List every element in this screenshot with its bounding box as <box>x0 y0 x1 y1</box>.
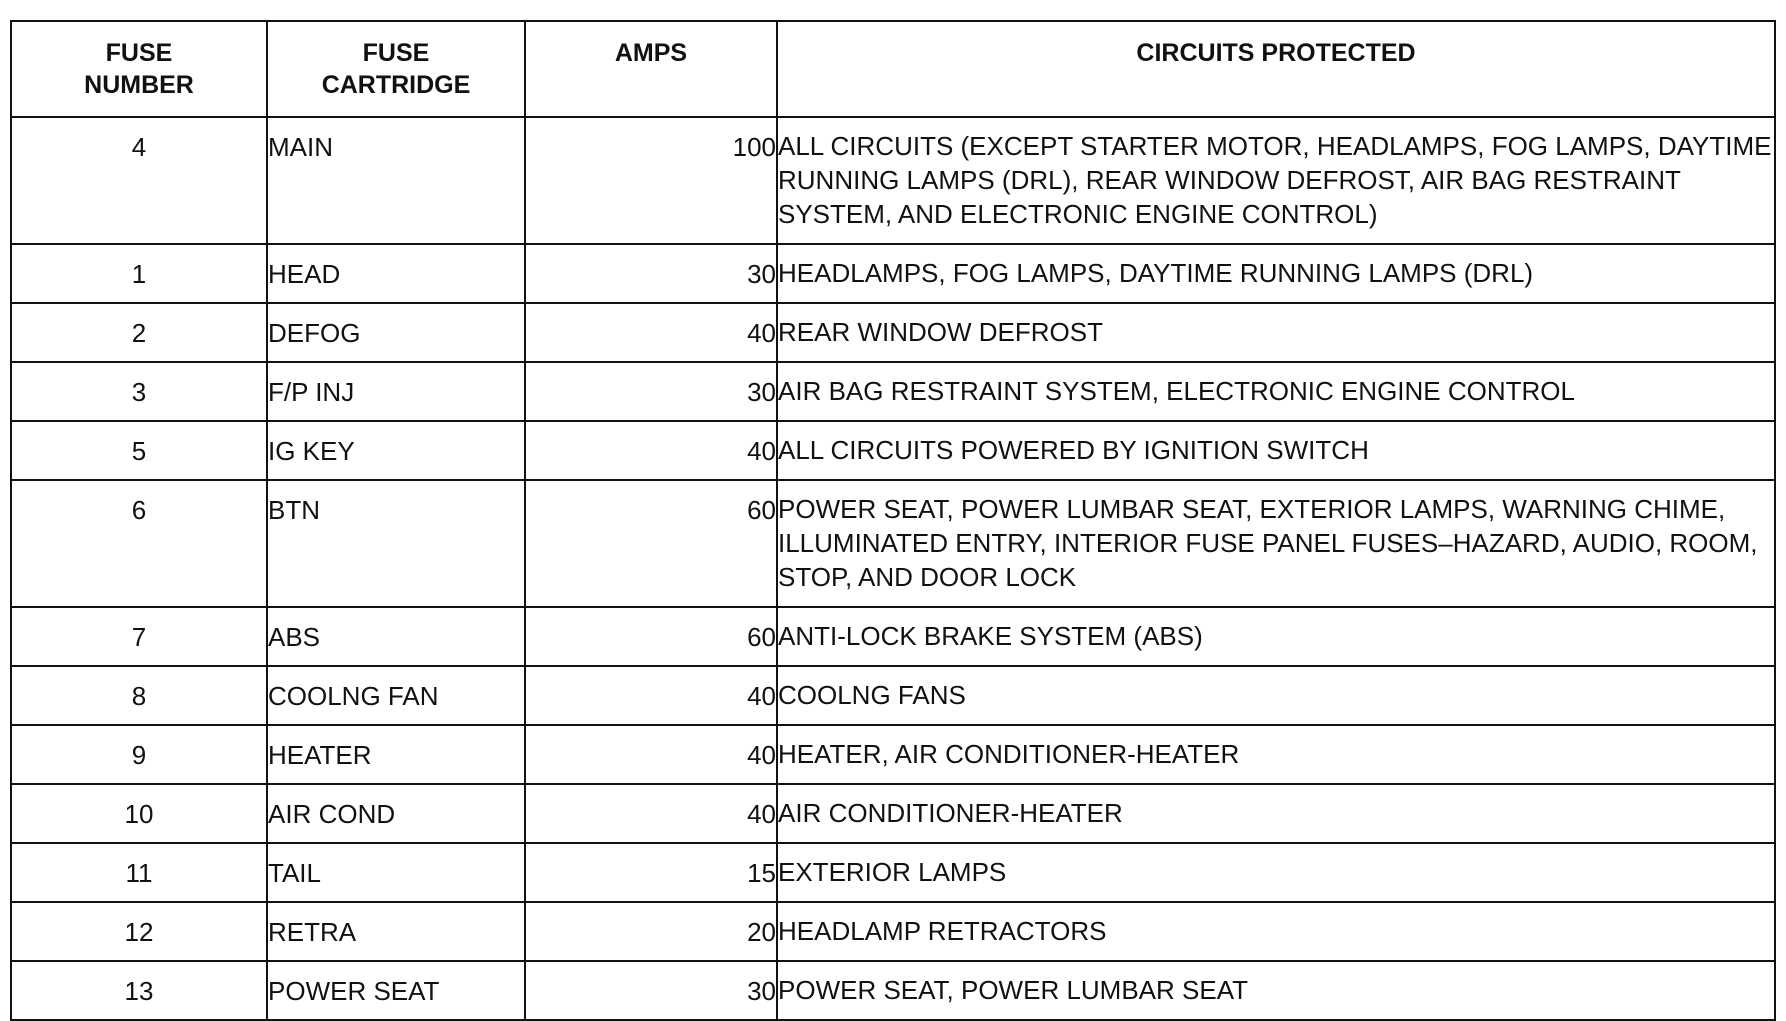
fuse-cartridge-cell: HEATER <box>267 725 525 784</box>
amps-cell: 15 <box>525 843 777 902</box>
amps-cell: 40 <box>525 666 777 725</box>
fuse-cartridge-cell: HEAD <box>267 244 525 303</box>
fuse-number-cell: 4 <box>11 117 267 244</box>
fuse-number-cell: 1 <box>11 244 267 303</box>
circuits-cell: HEADLAMPS, FOG LAMPS, DAYTIME RUNNING LAMPS (DRL) <box>777 244 1775 303</box>
table-row <box>11 725 1775 784</box>
table-row <box>11 480 1775 607</box>
circuits-cell: POWER SEAT, POWER LUMBAR SEAT <box>777 961 1775 1020</box>
fuse-chart <box>10 20 1774 1021</box>
fuse-number-cell: 13 <box>11 961 267 1020</box>
table-row <box>11 784 1775 843</box>
table-row <box>11 303 1775 362</box>
fuse-number-cell: 12 <box>11 902 267 961</box>
fuse-number-cell: 10 <box>11 784 267 843</box>
circuits-cell: ALL CIRCUITS (EXCEPT STARTER MOTOR, HEADLAMPS, FOG LAMPS, DAYTIME RUNNING LAMPS (DRL), REAR WINDOW DEFROST, AIR BAG RESTRAINT SYSTEM, AND ELECTRONIC ENGINE CONTROL) <box>777 117 1775 244</box>
table-row <box>11 902 1775 961</box>
table-row <box>11 843 1775 902</box>
fuse-rows <box>11 117 1775 1020</box>
header-fuse-cartridge: FUSE CARTRIDGE <box>267 21 525 117</box>
fuse-cartridge-cell: BTN <box>267 480 525 607</box>
amps-cell: 30 <box>525 362 777 421</box>
amps-cell: 40 <box>525 303 777 362</box>
amps-cell: 30 <box>525 961 777 1020</box>
table-row <box>11 244 1775 303</box>
circuits-cell: EXTERIOR LAMPS <box>777 843 1775 902</box>
fuse-number-cell: 11 <box>11 843 267 902</box>
fuse-table <box>10 20 1776 1021</box>
table-row <box>11 362 1775 421</box>
circuits-cell: COOLNG FANS <box>777 666 1775 725</box>
circuits-cell: HEATER, AIR CONDITIONER-HEATER <box>777 725 1775 784</box>
fuse-cartridge-cell: IG KEY <box>267 421 525 480</box>
circuits-cell: AIR BAG RESTRAINT SYSTEM, ELECTRONIC ENGINE CONTROL <box>777 362 1775 421</box>
fuse-cartridge-cell: TAIL <box>267 843 525 902</box>
amps-cell: 40 <box>525 421 777 480</box>
fuse-cartridge-cell: AIR COND <box>267 784 525 843</box>
header-amps: AMPS <box>525 21 777 117</box>
fuse-number-cell: 3 <box>11 362 267 421</box>
table-row <box>11 421 1775 480</box>
fuse-number-cell: 6 <box>11 480 267 607</box>
table-row <box>11 961 1775 1020</box>
circuits-cell: AIR CONDITIONER-HEATER <box>777 784 1775 843</box>
fuse-cartridge-cell: F/P INJ <box>267 362 525 421</box>
amps-cell: 20 <box>525 902 777 961</box>
circuits-cell: ALL CIRCUITS POWERED BY IGNITION SWITCH <box>777 421 1775 480</box>
fuse-number-cell: 9 <box>11 725 267 784</box>
circuits-cell: POWER SEAT, POWER LUMBAR SEAT, EXTERIOR LAMPS, WARNING CHIME, ILLUMINATED ENTRY, INTERIOR FUSE PANEL FUSES–HAZARD, AUDIO, ROOM, STOP, AND DOOR LOCK <box>777 480 1775 607</box>
fuse-number-cell: 2 <box>11 303 267 362</box>
table-row <box>11 607 1775 666</box>
fuse-number-cell: 7 <box>11 607 267 666</box>
fuse-number-cell: 5 <box>11 421 267 480</box>
amps-cell: 40 <box>525 725 777 784</box>
header-row <box>11 21 1775 117</box>
amps-cell: 100 <box>525 117 777 244</box>
circuits-cell: ANTI-LOCK BRAKE SYSTEM (ABS) <box>777 607 1775 666</box>
circuits-cell: HEADLAMP RETRACTORS <box>777 902 1775 961</box>
fuse-cartridge-cell: RETRA <box>267 902 525 961</box>
fuse-cartridge-cell: POWER SEAT <box>267 961 525 1020</box>
amps-cell: 30 <box>525 244 777 303</box>
amps-cell: 40 <box>525 784 777 843</box>
table-row <box>11 666 1775 725</box>
fuse-number-cell: 8 <box>11 666 267 725</box>
amps-cell: 60 <box>525 607 777 666</box>
fuse-cartridge-cell: DEFOG <box>267 303 525 362</box>
header-circuits-protected: CIRCUITS PROTECTED <box>777 21 1775 117</box>
fuse-cartridge-cell: MAIN <box>267 117 525 244</box>
header-fuse-number: FUSE NUMBER <box>11 21 267 117</box>
circuits-cell: REAR WINDOW DEFROST <box>777 303 1775 362</box>
fuse-cartridge-cell: COOLNG FAN <box>267 666 525 725</box>
amps-cell: 60 <box>525 480 777 607</box>
table-row <box>11 117 1775 244</box>
fuse-cartridge-cell: ABS <box>267 607 525 666</box>
